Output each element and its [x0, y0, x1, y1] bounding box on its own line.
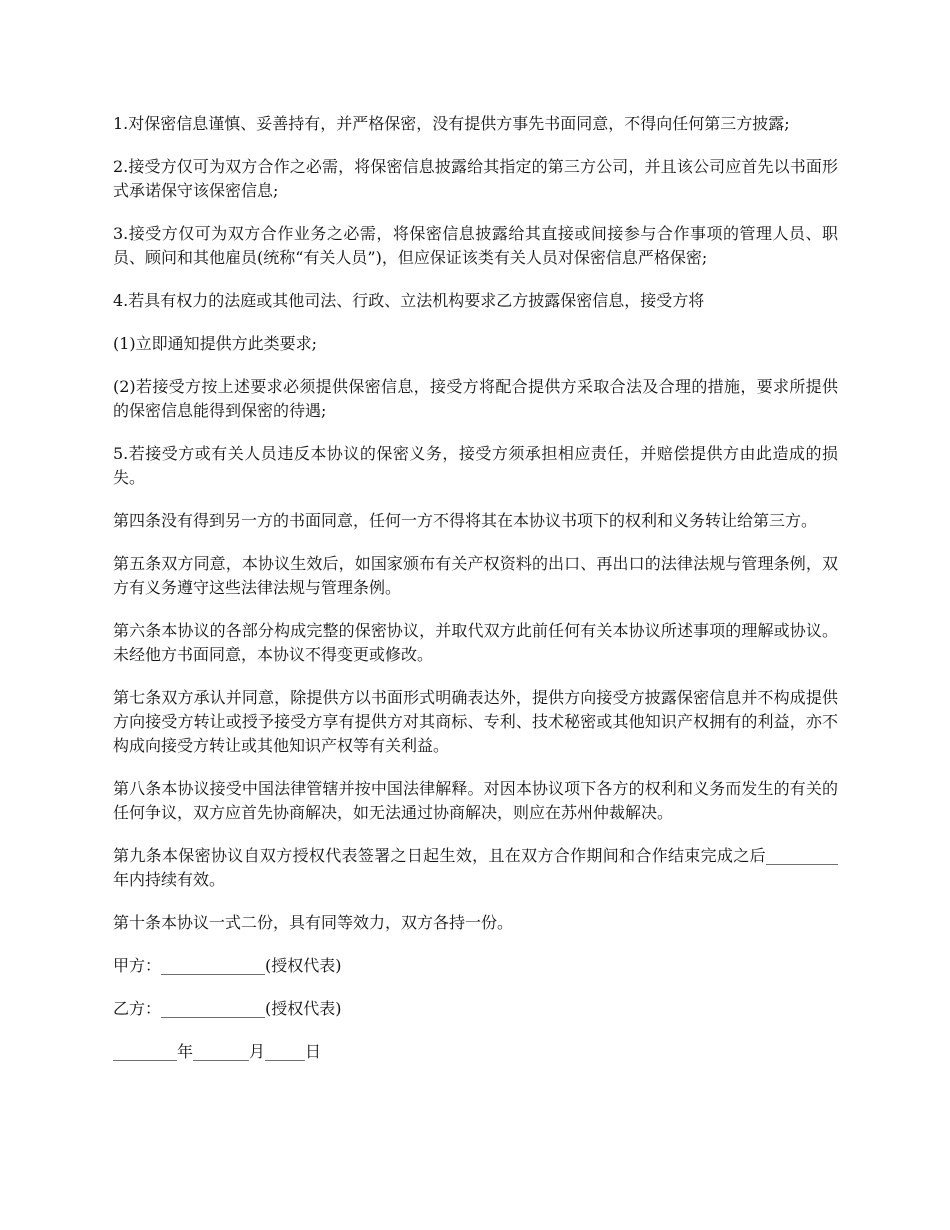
clause-4: 4.若具有权力的法庭或其他司法、行政、立法机构要求乙方披露保密信息，接受方将: [113, 291, 705, 310]
article-10: 第十条本协议一式二份，具有同等效力，双方各持一份。: [113, 913, 514, 932]
clause-4-sub-2: (2)若接受方按上述要求必须提供保密信息，接受方将配合提供方采取合法及合理的措施，要求所提供的保密信息能得到保密的待遇;: [113, 377, 838, 420]
clause-4-sub-1: (1)立即通知提供方此类要求;: [113, 334, 318, 353]
article-4: 第四条没有得到另一方的书面同意，任何一方不得将其在本协议书项下的权利和义务转让给第三方。: [113, 511, 818, 530]
clause-1: 1.对保密信息谨慎、妥善持有，并严格保密，没有提供方事先书面同意，不得向任何第三方披露;: [113, 114, 790, 133]
document-body: [113, 112, 838, 1083]
clause-2: 2.接受方仅可为双方合作之必需，将保密信息披露给其指定的第三方公司，并且该公司应首先以书面形式承诺保守该保密信息;: [113, 157, 838, 200]
date-line: ________年_______月_____日: [113, 1042, 322, 1061]
clause-5: 5.若接受方或有关人员违反本协议的保密义务，接受方须承担相应责任，并赔偿提供方由此造成的损失。: [113, 444, 838, 487]
article-6: 第六条本协议的各部分构成完整的保密协议，并取代双方此前任何有关本协议所述事项的理解或协议。未经他方书面同意，本协议不得变更或修改。: [113, 621, 838, 664]
clause-3: 3.接受方仅可为双方合作业务之必需，将保密信息披露给其直接或间接参与合作事项的管理人员、职员、顾问和其他雇员(统称“有关人员”)，但应保证该类有关人员对保密信息严格保密;: [113, 224, 838, 267]
article-7: 第七条双方承认并同意，除提供方以书面形式明确表达外，提供方向接受方披露保密信息并不构成提供方向接受方转让或授予接受方享有提供方对其商标、专利、技术秘密或其他知识产权拥有的利益，亦不构成向接受方转让或其他知识产权等有关利益。: [113, 688, 838, 755]
party-a-signature-line: 甲方：_____________(授权代表): [113, 956, 342, 975]
article-5: 第五条双方同意，本协议生效后，如国家颁布有关产权资料的出口、再出口的法律法规与管理条例，双方有义务遵守这些法律法规与管理条例。: [113, 554, 838, 597]
article-9: 第九条本保密协议自双方授权代表签署之日起生效，且在双方合作期间和合作结束完成之后_________年内持续有效。: [113, 846, 838, 889]
party-b-signature-line: 乙方：_____________(授权代表): [113, 999, 342, 1018]
article-8: 第八条本协议接受中国法律管辖并按中国法律解释。对因本协议项下各方的权利和义务而发生的有关的任何争议，双方应首先协商解决，如无法通过协商解决，则应在苏州仲裁解决。: [113, 779, 838, 822]
